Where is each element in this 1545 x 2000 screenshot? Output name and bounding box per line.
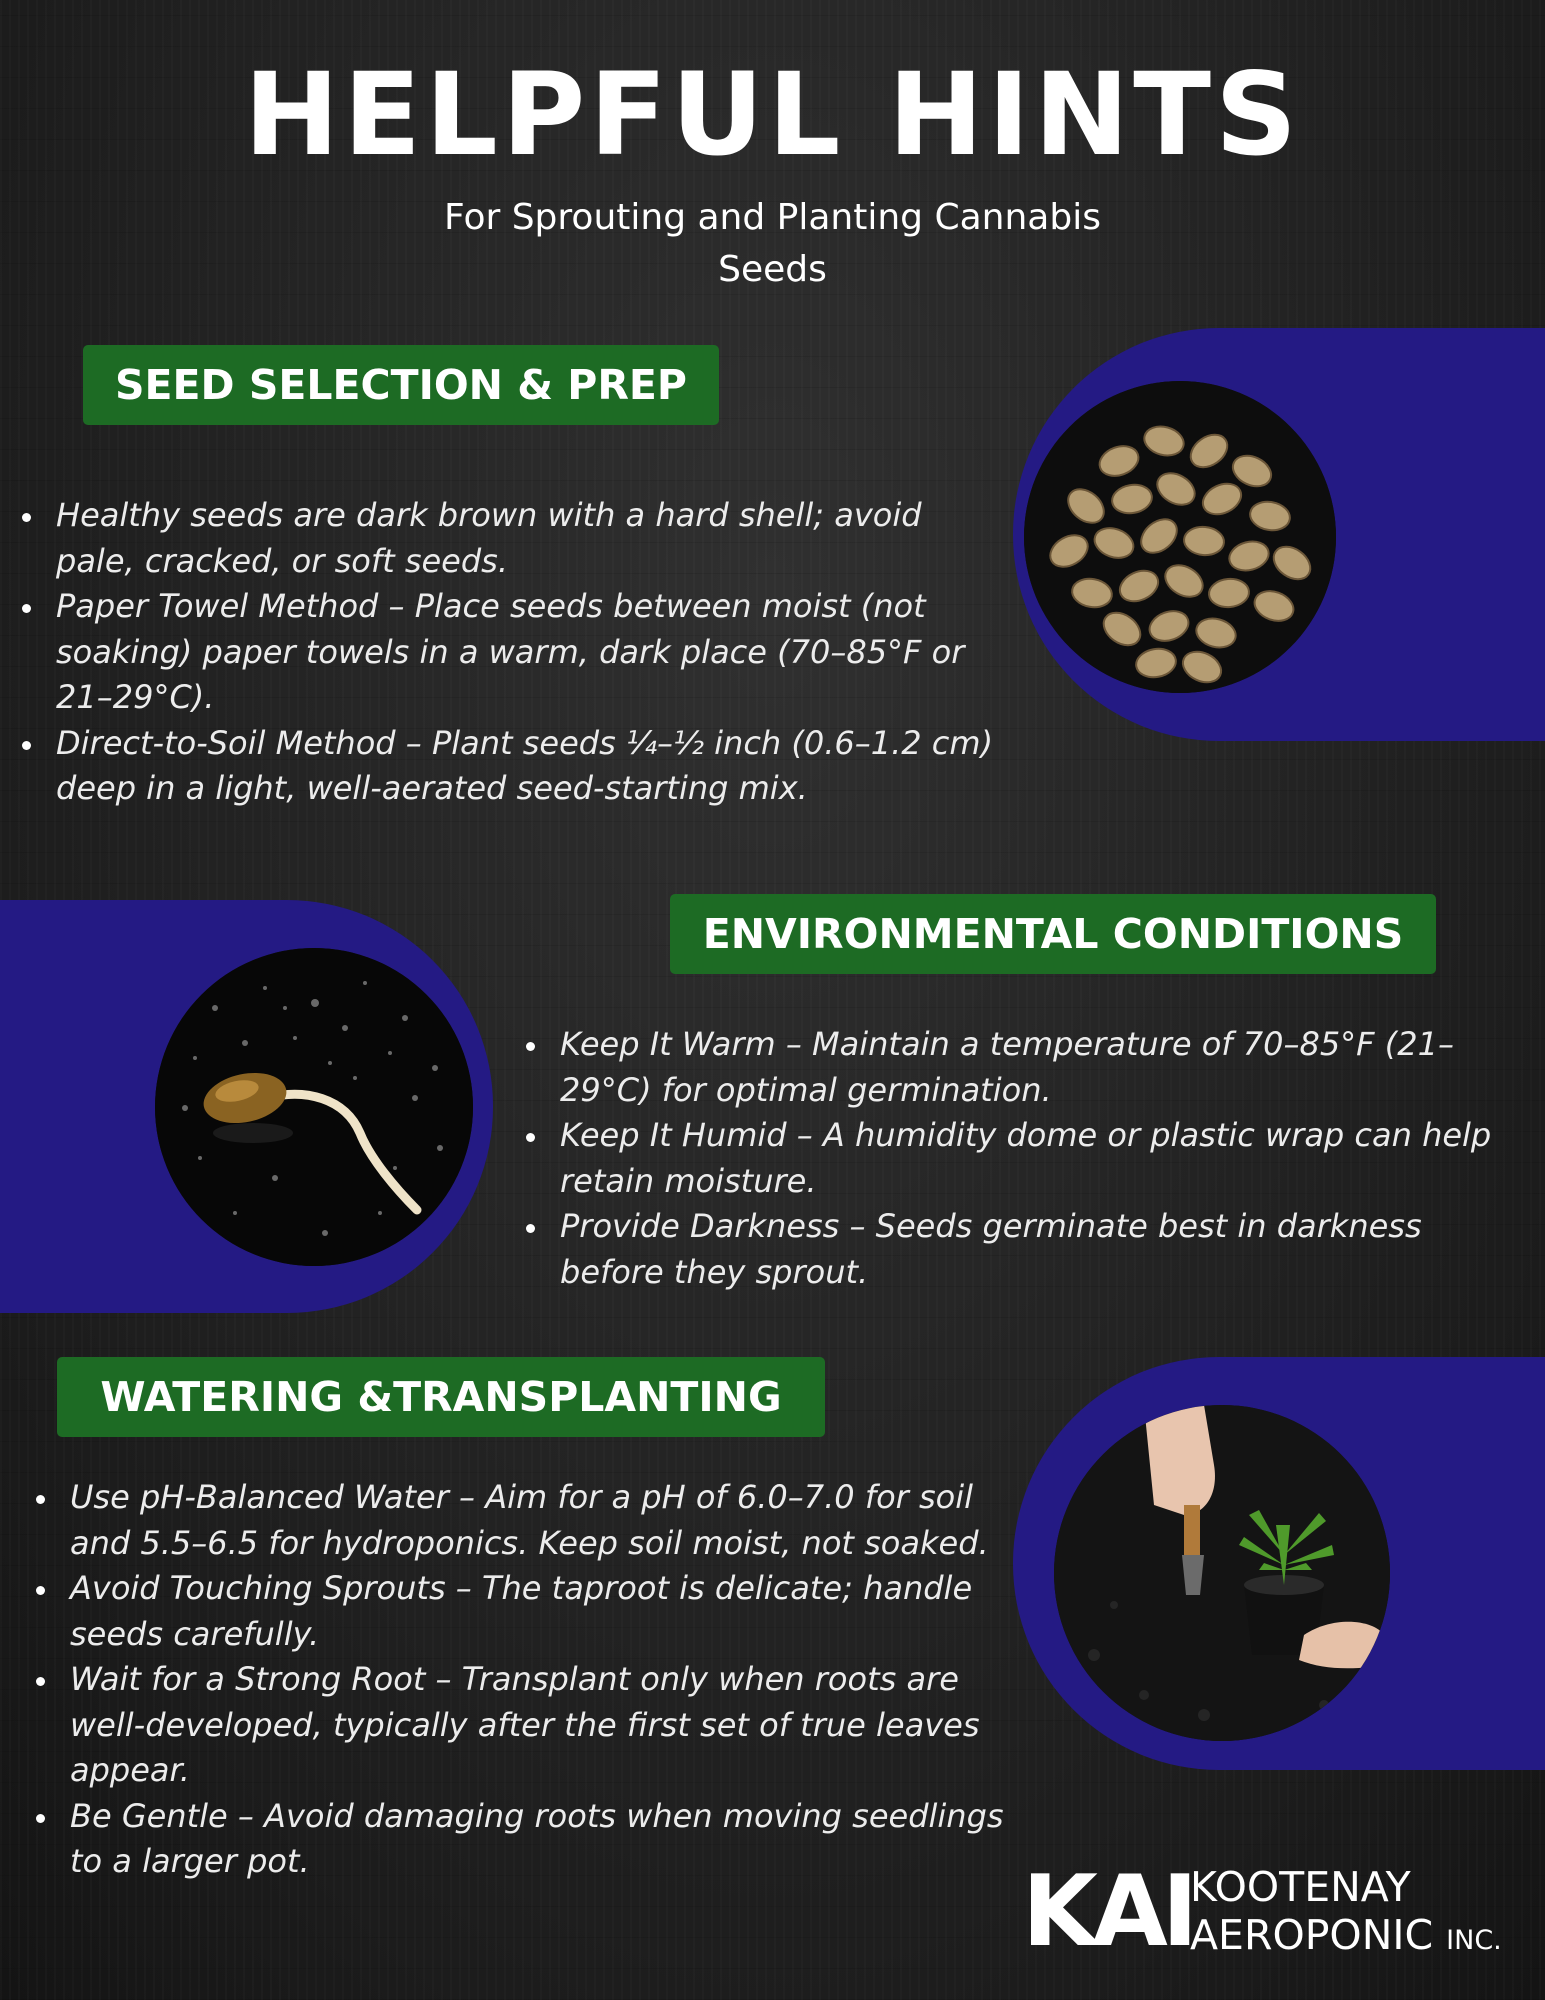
watering-list [34,1475,1014,1885]
list-item: Keep It Warm – Maintain a temperature of 70–85°F (21–29°C) for optimal germination. [524,1022,1524,1113]
section-heading-watering: WATERING &TRANSPLANTING [57,1357,825,1437]
section-heading-seed-selection: SEED SELECTION & PREP [83,345,719,425]
list-item: Use pH-Balanced Water – Aim for a pH of 6.0–7.0 for soil and 5.5–6.5 for hydroponics. Keep soil moist, not soaked. [34,1475,1014,1566]
logo-name-line1: KOOTENAY [1190,1863,1411,1911]
logo-name-line2-text: AEROPONIC [1190,1911,1434,1959]
list-item: Paper Towel Method – Place seeds between moist (not soaking) paper towels in a warm, dark place (70–85°F or 21–29°C). [20,584,1010,721]
transplanting-seedling-photo [1054,1405,1390,1741]
list-item: Be Gentle – Avoid damaging roots when moving seedlings to a larger pot. [34,1794,1014,1885]
list-item: Healthy seeds are dark brown with a hard shell; avoid pale, cracked, or soft seeds. [20,493,1010,584]
logo-name-line2 [1190,1911,1502,1959]
environmental-list [524,1022,1524,1295]
section-heading-environmental: ENVIRONMENTAL CONDITIONS [670,894,1436,974]
company-logo [1022,1855,1522,1969]
list-item: Wait for a Strong Root – Transplant only when roots are well-developed, typically after the first set of true leaves appear. [34,1657,1014,1794]
page-title: HELPFUL HINTS [243,48,1302,181]
logo-suffix: INC. [1446,1925,1502,1956]
list-item: Provide Darkness – Seeds germinate best in darkness before they sprout. [524,1204,1524,1295]
pile-of-seeds-photo [1024,381,1336,693]
seed-selection-list [20,493,1010,812]
logo-mark: KAI [1022,1855,1193,1969]
page-subtitle: For Sprouting and Planting Cannabis Seeds [444,197,1101,290]
list-item: Direct-to-Soil Method – Plant seeds ¼–½ inch (0.6–1.2 cm) deep in a light, well-aerated seed-starting mix. [20,721,1010,812]
sprouting-seed-photo [155,948,473,1266]
list-item: Avoid Touching Sprouts – The taproot is delicate; handle seeds carefully. [34,1566,1014,1657]
list-item: Keep It Humid – A humidity dome or plastic wrap can help retain moisture. [524,1113,1524,1204]
